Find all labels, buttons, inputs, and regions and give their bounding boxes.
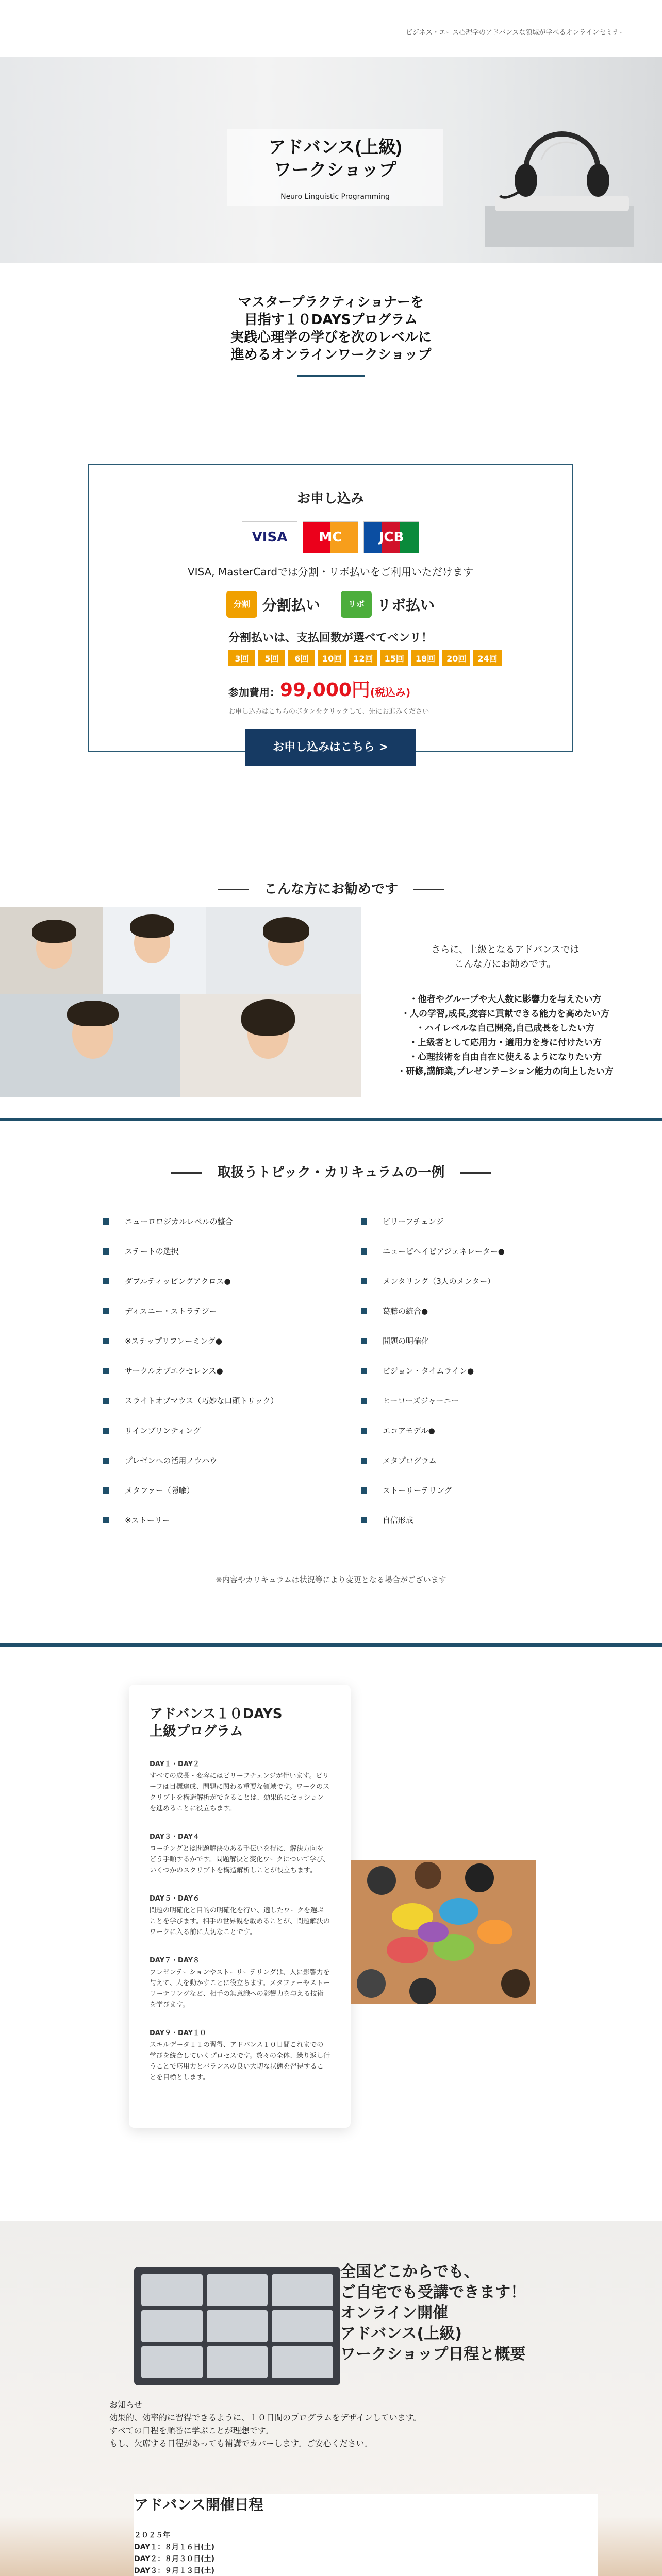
tagline: ビジネス・エース心理学のアドバンスな領域が学べるオンラインセミナー <box>406 29 626 37</box>
bullet-icon <box>361 1368 367 1374</box>
photo <box>206 907 361 994</box>
dash <box>413 889 444 890</box>
topic-label: ディスニー・ストラテジー <box>125 1307 217 1316</box>
topic-item <box>361 1425 435 1436</box>
topic-item <box>361 1365 474 1376</box>
fee-tax: (税込み) <box>370 686 411 699</box>
installment-icon: 分割 <box>226 591 257 618</box>
topic-item <box>103 1455 217 1466</box>
divider <box>0 1118 662 1121</box>
online-text <box>109 2398 532 2450</box>
program-day-text: コーチングとは問題解決のある手伝いを得に、解決方向をどう手順するかです。問題解決と変化ワークについて学び、いくつかのスクリプトを構造解析しことが役立ちます。 <box>150 1845 330 1874</box>
schedule-list <box>134 2530 598 2576</box>
program-day <box>150 2028 330 2083</box>
topic-item <box>103 1395 278 1406</box>
topic-label: メタファー（隠喩） <box>125 1486 194 1495</box>
topic-label: メンタリング（3人のメンター） <box>383 1277 495 1286</box>
recommend-title: こんな方にお勧めです <box>263 882 398 897</box>
video-tile <box>141 2346 203 2378</box>
topic-label: エコアモデル● <box>383 1426 435 1435</box>
mastercard-logo: MC <box>303 521 358 553</box>
topic-item <box>103 1216 233 1227</box>
schedule-day <box>134 2553 598 2565</box>
recommend-text <box>361 943 650 1079</box>
payment-options <box>89 591 572 618</box>
hero-subtitle: Neuro Linguistic Programming <box>280 193 390 201</box>
apply-button[interactable]: お申し込みはこちら > <box>245 729 416 766</box>
program-day-text: 問題の明確化と目的の明確化を行い、適したワークを選ぶことを学びます。相手の世界観を敏めることが、問題解決のワークに入る前に大切なことです。 <box>150 1907 330 1936</box>
hero-title-box <box>227 129 443 206</box>
bullet-icon <box>103 1458 109 1464</box>
meeting-illustration <box>351 1860 536 2004</box>
bullet-icon <box>361 1428 367 1434</box>
schedule-day-date: ：８月１６日(土) <box>157 2543 215 2551</box>
program-day <box>150 1893 330 1938</box>
installment-count: 15回 <box>380 650 408 666</box>
topic-item <box>103 1276 231 1286</box>
video-tile <box>141 2274 203 2306</box>
installment-count: 5回 <box>258 650 285 666</box>
recommend-item: ・上級者として応用力・適用力を身に付けたい方 <box>409 1038 602 1048</box>
recommend-item: ・人の学習,成長,変容に貢献できる能力を高めたい方 <box>401 1009 609 1019</box>
bullet-icon <box>361 1338 367 1344</box>
program-day-heading: DAY１・DAY２ <box>150 1760 200 1768</box>
topic-item <box>103 1306 217 1316</box>
fee-value: 99,000円 <box>280 680 370 701</box>
installment-counts <box>228 650 572 666</box>
apply-box <box>88 464 573 752</box>
topic-item <box>103 1515 170 1526</box>
bullet-icon <box>103 1487 109 1494</box>
installment-count: 12回 <box>349 650 377 666</box>
topic-item <box>361 1306 428 1316</box>
topic-label: プレゼンへの活用ノウハウ <box>125 1456 218 1465</box>
dash <box>218 889 249 890</box>
bullet-icon <box>361 1487 367 1494</box>
topic-label: メタプログラム <box>383 1456 437 1465</box>
program-day-text: プレゼンテーションやストーリーテリングは、人に影響力を与えて、人を動かすことに役立ちます。メタファーやストーリーテリングなど、相手の無意識への影響力を与える技術を学びます。 <box>150 1969 330 2009</box>
installment-count: 20回 <box>442 650 470 666</box>
program-day-heading: DAY９・DAY１０ <box>150 2029 207 2037</box>
installment-count: 3回 <box>228 650 255 666</box>
divider <box>0 1643 662 1647</box>
online-text-line: お知らせ <box>109 2400 142 2410</box>
headset-icon <box>464 77 634 247</box>
photo <box>0 994 180 1097</box>
online-text-line: すべての日程を順番に学ぶことが理想です。 <box>109 2426 274 2435</box>
bullet-icon <box>361 1248 367 1255</box>
bullet-icon <box>103 1278 109 1284</box>
video-call-screen <box>134 2267 340 2385</box>
topic-item <box>103 1246 179 1257</box>
schedule-year: ２０２５年 <box>134 2531 170 2539</box>
topics-heading <box>0 1162 662 1181</box>
topic-item <box>361 1216 443 1227</box>
hero <box>0 57 662 263</box>
top-bar <box>0 0 662 57</box>
online-title: 全国どこからでも、 ご自宅でも受講できます！ オンライン開催 アドバンス(上級) ワークショップ日程と概要 <box>340 2263 526 2363</box>
schedule-panel <box>134 2494 598 2576</box>
topic-label: ダブルティッピングアクロス● <box>125 1277 231 1286</box>
schedule-day <box>134 2541 598 2553</box>
lede-line: マスタープラクティショナーを <box>238 295 424 310</box>
topics-title: 取扱うトピック・カリキュラムの一例 <box>217 1165 445 1180</box>
program-section <box>0 1649 662 2215</box>
topic-label: ニューピヘイビアジェネレーター● <box>383 1247 505 1256</box>
program-days <box>150 1759 330 2083</box>
hero-title: アドバンス(上級) ワークショップ <box>268 138 402 180</box>
program-day <box>150 1832 330 1876</box>
lede-line: 進めるオンラインワークショップ <box>230 347 432 363</box>
recommend-item: ・心理技術を自由自在に使えるようになりたい方 <box>409 1052 602 1062</box>
topic-label: ニューロロジカルレベルの整合 <box>125 1217 233 1226</box>
apply-title: お申し込み <box>296 491 364 506</box>
bullet-icon <box>361 1218 367 1225</box>
photo <box>103 907 206 994</box>
lede <box>0 294 662 377</box>
revolving-option <box>341 591 435 618</box>
recommend-list <box>361 992 650 1079</box>
topic-label: リインプリンティング <box>125 1426 201 1435</box>
installment-text: 分割払いは、支払回数が選べてベンリ！ <box>228 632 433 645</box>
recommend-item: ・研修,講師業,プレゼンテーション能力の向上したい方 <box>397 1066 614 1077</box>
lede-line: 目指す１０DAYSプログラム <box>244 312 418 328</box>
topic-label: ヒーローズジャーニー <box>383 1396 459 1405</box>
schedule-day-label: DAY２ <box>134 2555 158 2563</box>
visa-logo: VISA <box>242 521 297 553</box>
photo <box>180 994 361 1097</box>
fee-note: お申し込みはこちらのボタンをクリックして、先にお進みください <box>228 708 429 716</box>
revolving-icon: リボ <box>341 591 372 618</box>
program-day <box>150 1955 330 2010</box>
topics-section <box>0 1136 662 1631</box>
bullet-icon <box>103 1248 109 1255</box>
video-tile <box>272 2346 333 2378</box>
topic-item <box>361 1276 495 1286</box>
bullet-icon <box>361 1398 367 1404</box>
recommend-item: ・ハイレベルな自己開発,自己成長をしたい方 <box>416 1023 595 1033</box>
topic-label: 自信形成 <box>383 1516 414 1525</box>
installment-count: 6回 <box>288 650 315 666</box>
online-text-line: 効果的、効率的に習得できるように、１０日間のプログラムをデザインしています。 <box>109 2413 422 2422</box>
dash <box>171 1172 202 1174</box>
topic-label: 問題の明確化 <box>383 1336 429 1346</box>
lede-underline <box>297 375 365 377</box>
fee <box>228 675 572 702</box>
topic-label: ※ストーリー <box>125 1516 170 1525</box>
fee-label: 参加費用： <box>228 686 280 699</box>
meeting-photo <box>351 1860 536 2004</box>
installment-label: 分割払い <box>262 597 320 614</box>
bullet-icon <box>103 1398 109 1404</box>
topic-item <box>103 1365 223 1376</box>
schedule-day <box>134 2565 598 2576</box>
schedule-days <box>134 2541 598 2576</box>
program-title: アドバンス１０DAYS 上級プログラム <box>150 1706 283 1739</box>
bullet-icon <box>103 1338 109 1344</box>
topic-label: ストーリーテリング <box>383 1486 452 1495</box>
bullet-icon <box>103 1428 109 1434</box>
topic-item <box>103 1335 222 1346</box>
topic-item <box>361 1395 459 1406</box>
bullet-icon <box>103 1308 109 1314</box>
installment-count: 24回 <box>473 650 501 666</box>
topic-label: ビリーフチェンジ <box>383 1217 444 1226</box>
program-day <box>150 1759 330 1814</box>
program-day-text: すべての成長・変容にはビリーフチェンジが伴います。ビリーフは目標達成、問題に関わる重要な領域です。ワークのスクリプトを構造解析ができることは、効果的にセッションを進めることに役立ちます。 <box>150 1772 330 1812</box>
installment-count: 18回 <box>411 650 439 666</box>
bullet-icon <box>361 1458 367 1464</box>
revolving-label: リボ払い <box>377 597 435 614</box>
topic-item <box>361 1455 437 1466</box>
topic-label: ※ステップリフレーミング● <box>125 1336 222 1346</box>
topic-label: ビジョン・タイムライン● <box>383 1366 474 1376</box>
topic-label: サークルオブエクセレンス● <box>125 1366 223 1376</box>
lede-line: 実践心理学の学びを次のレベルに <box>230 330 432 345</box>
topic-label: スライトオブマウス（巧妙な口頭トリック） <box>125 1396 278 1405</box>
recommend-item: ・他者やグループや大人数に影響力を与えたい方 <box>409 994 602 1005</box>
installment-count: 10回 <box>318 650 346 666</box>
dash <box>460 1172 491 1174</box>
schedule-day-label: DAY１ <box>134 2543 158 2551</box>
video-tile <box>141 2310 203 2342</box>
schedule-title: アドバンス開催日程 <box>134 2496 263 2513</box>
program-day-heading: DAY５・DAY６ <box>150 1895 200 1903</box>
bullet-icon <box>361 1278 367 1284</box>
card-logos <box>89 521 572 553</box>
jcb-logo: JCB <box>363 521 419 553</box>
program-day-heading: DAY７・DAY８ <box>150 1957 200 1964</box>
topic-item <box>361 1335 429 1346</box>
video-tile <box>207 2346 268 2378</box>
video-tile <box>272 2310 333 2342</box>
online-text-line: もし、欠席する日程があっても補講でカバーします。ご安心ください。 <box>109 2438 373 2448</box>
video-tile <box>207 2274 268 2306</box>
program-day-text: スキルデータ１１の習得、アドバンス１０日間これまでの学びを統合していくプロセスです。数々の全体、繰り返し行うことで応用力とバランスの良い大切な状態を習得することを目標とします。 <box>150 2041 330 2081</box>
bullet-icon <box>103 1517 109 1523</box>
photo <box>0 907 103 994</box>
bullet-icon <box>361 1308 367 1314</box>
topics-note: ※内容やカリキュラムは状況等により変更となる場合がございます <box>216 1575 446 1584</box>
recommend-heading <box>0 878 662 897</box>
card-note: VISA, MasterCardでは分割・リボ払いをご利用いただけます <box>187 566 474 578</box>
bullet-icon <box>103 1368 109 1374</box>
topic-label: 葛藤の統合● <box>383 1307 428 1316</box>
program-day-heading: DAY３・DAY４ <box>150 1833 200 1841</box>
recommend-intro: さらに、上級となるアドバンスでは こんな方にお勧めです。 <box>431 944 580 970</box>
topic-item <box>361 1246 505 1257</box>
people-photos <box>0 907 361 1097</box>
topic-label: ステートの選択 <box>125 1247 179 1256</box>
video-tile <box>207 2310 268 2342</box>
schedule-day-date: ：９月１３日(土) <box>157 2567 215 2575</box>
bullet-icon <box>361 1517 367 1523</box>
schedule-day-date: ：８月３０日(土) <box>157 2555 215 2563</box>
program-card <box>129 1685 351 2128</box>
bullet-icon <box>103 1218 109 1225</box>
video-tile <box>272 2274 333 2306</box>
installment-option <box>226 591 320 618</box>
topic-item <box>361 1485 452 1496</box>
topic-item <box>361 1515 413 1526</box>
recommend-section <box>0 907 662 1097</box>
topic-item <box>103 1485 194 1496</box>
topic-item <box>103 1425 201 1436</box>
schedule-day-label: DAY３ <box>134 2567 158 2575</box>
